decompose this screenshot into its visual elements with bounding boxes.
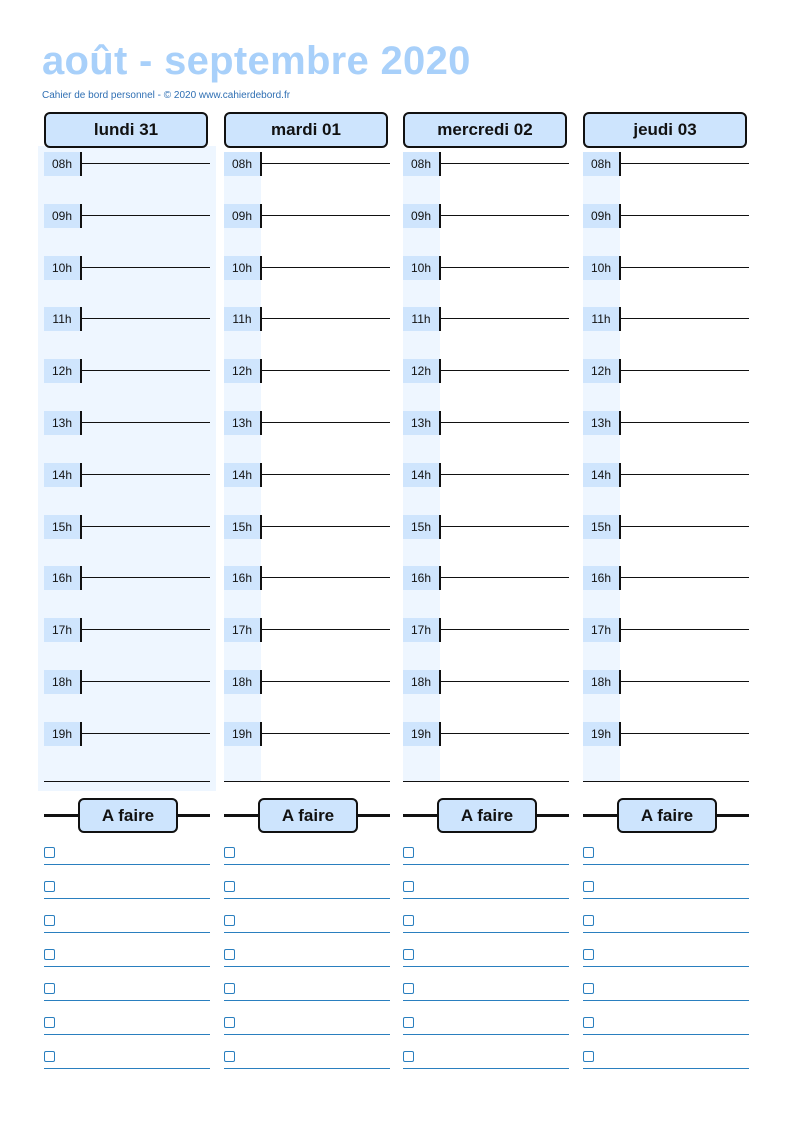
hour-label: 19h bbox=[403, 722, 439, 746]
hour-divider bbox=[619, 411, 621, 435]
schedule-line bbox=[262, 422, 390, 423]
schedule-line bbox=[82, 215, 210, 216]
schedule-line bbox=[262, 577, 390, 578]
hour-label: 16h bbox=[583, 566, 619, 590]
hour-label: 12h bbox=[224, 359, 260, 383]
hour-label: 15h bbox=[403, 515, 439, 539]
hour-label: 09h bbox=[44, 204, 80, 228]
todo-checkbox[interactable] bbox=[44, 1051, 55, 1062]
time-slot[interactable] bbox=[583, 722, 749, 746]
schedule-line bbox=[621, 681, 749, 682]
time-slot[interactable] bbox=[403, 307, 569, 331]
todo-line bbox=[44, 1034, 210, 1035]
todo-item[interactable] bbox=[583, 1047, 749, 1071]
hour-label: 19h bbox=[583, 722, 619, 746]
time-slot[interactable] bbox=[224, 256, 390, 280]
hour-label: 13h bbox=[403, 411, 439, 435]
day-column bbox=[583, 112, 749, 1082]
time-slot[interactable] bbox=[403, 566, 569, 590]
todo-line bbox=[583, 898, 749, 899]
hour-label: 14h bbox=[583, 463, 619, 487]
todo-checkbox[interactable] bbox=[583, 915, 594, 926]
hour-divider bbox=[260, 618, 262, 642]
schedule-line bbox=[441, 526, 569, 527]
time-slot[interactable] bbox=[403, 463, 569, 487]
hour-divider bbox=[80, 463, 82, 487]
schedule-end-line bbox=[403, 781, 569, 782]
hour-divider bbox=[260, 670, 262, 694]
todo-line bbox=[44, 864, 210, 865]
schedule-line bbox=[262, 681, 390, 682]
hour-divider bbox=[619, 307, 621, 331]
hour-divider bbox=[619, 566, 621, 590]
hour-label: 14h bbox=[224, 463, 260, 487]
time-slot[interactable] bbox=[44, 515, 210, 539]
todo-checkbox[interactable] bbox=[403, 983, 414, 994]
todo-checkbox[interactable] bbox=[583, 881, 594, 892]
todo-line bbox=[583, 966, 749, 967]
time-slot[interactable] bbox=[403, 411, 569, 435]
todo-checkbox[interactable] bbox=[403, 1051, 414, 1062]
time-slot[interactable] bbox=[583, 670, 749, 694]
todo-checkbox[interactable] bbox=[44, 847, 55, 858]
time-slot[interactable] bbox=[224, 618, 390, 642]
schedule-line bbox=[621, 629, 749, 630]
schedule-line bbox=[82, 422, 210, 423]
todo-line bbox=[403, 1068, 569, 1069]
time-slot[interactable] bbox=[403, 722, 569, 746]
schedule-line bbox=[82, 526, 210, 527]
day-column bbox=[224, 112, 390, 1082]
hour-label: 19h bbox=[44, 722, 80, 746]
todo-checkbox[interactable] bbox=[224, 1051, 235, 1062]
todo-checkbox[interactable] bbox=[44, 983, 55, 994]
todo-item[interactable] bbox=[583, 1013, 749, 1037]
schedule-line bbox=[441, 629, 569, 630]
hour-divider bbox=[439, 618, 441, 642]
hour-divider bbox=[619, 152, 621, 176]
time-slot[interactable] bbox=[224, 566, 390, 590]
hour-label: 13h bbox=[224, 411, 260, 435]
hour-label: 13h bbox=[44, 411, 80, 435]
time-slot[interactable] bbox=[403, 204, 569, 228]
todo-line bbox=[224, 898, 390, 899]
todo-checkbox[interactable] bbox=[403, 915, 414, 926]
hour-divider bbox=[260, 515, 262, 539]
todo-item[interactable] bbox=[583, 979, 749, 1003]
todo-line bbox=[44, 1000, 210, 1001]
hour-label: 19h bbox=[224, 722, 260, 746]
hour-divider bbox=[80, 670, 82, 694]
time-slot[interactable] bbox=[403, 670, 569, 694]
hour-divider bbox=[439, 307, 441, 331]
todo-line bbox=[403, 1034, 569, 1035]
todo-line bbox=[44, 932, 210, 933]
todo-checkbox[interactable] bbox=[224, 881, 235, 892]
schedule-line bbox=[621, 215, 749, 216]
todo-checkbox[interactable] bbox=[403, 949, 414, 960]
page-subtitle: Cahier de bord personnel - © 2020 www.cahierdebord.fr bbox=[42, 90, 291, 101]
time-slot[interactable] bbox=[224, 359, 390, 383]
todo-checkbox[interactable] bbox=[583, 1051, 594, 1062]
schedule-line bbox=[262, 629, 390, 630]
schedule-line bbox=[82, 474, 210, 475]
schedule-line bbox=[82, 629, 210, 630]
day-header: lundi 31 bbox=[44, 112, 208, 148]
todo-item[interactable] bbox=[224, 1013, 390, 1037]
hour-divider bbox=[80, 256, 82, 280]
hour-divider bbox=[80, 411, 82, 435]
todo-line bbox=[583, 1034, 749, 1035]
hour-label: 14h bbox=[403, 463, 439, 487]
time-slot[interactable] bbox=[44, 204, 210, 228]
time-slot[interactable] bbox=[583, 256, 749, 280]
todo-item[interactable] bbox=[44, 1047, 210, 1071]
hour-label: 13h bbox=[583, 411, 619, 435]
day-column bbox=[403, 112, 569, 1082]
time-slot[interactable] bbox=[583, 359, 749, 383]
hour-divider bbox=[260, 152, 262, 176]
hour-divider bbox=[619, 256, 621, 280]
schedule-line bbox=[621, 318, 749, 319]
todo-item[interactable] bbox=[583, 877, 749, 901]
todo-line bbox=[583, 864, 749, 865]
hour-label: 12h bbox=[403, 359, 439, 383]
hour-label: 09h bbox=[583, 204, 619, 228]
todo-heading: A faire bbox=[258, 798, 358, 833]
schedule-line bbox=[621, 474, 749, 475]
hour-divider bbox=[260, 566, 262, 590]
hour-label: 18h bbox=[224, 670, 260, 694]
todo-item[interactable] bbox=[403, 843, 569, 867]
todo-checkbox[interactable] bbox=[583, 983, 594, 994]
todo-line bbox=[403, 898, 569, 899]
day-header: mardi 01 bbox=[224, 112, 388, 148]
hour-divider bbox=[439, 515, 441, 539]
todo-line bbox=[224, 864, 390, 865]
time-slot[interactable] bbox=[44, 359, 210, 383]
time-slot[interactable] bbox=[44, 152, 210, 176]
todo-line bbox=[403, 1000, 569, 1001]
time-slot[interactable] bbox=[583, 204, 749, 228]
schedule-line bbox=[262, 733, 390, 734]
todo-item[interactable] bbox=[44, 843, 210, 867]
hour-label: 10h bbox=[44, 256, 80, 280]
schedule-line bbox=[262, 215, 390, 216]
time-slot[interactable] bbox=[224, 515, 390, 539]
todo-line bbox=[224, 1034, 390, 1035]
hour-label: 08h bbox=[224, 152, 260, 176]
todo-item[interactable] bbox=[224, 945, 390, 969]
time-slot[interactable] bbox=[583, 463, 749, 487]
hour-divider bbox=[80, 722, 82, 746]
schedule-line bbox=[441, 733, 569, 734]
hour-label: 12h bbox=[44, 359, 80, 383]
hour-label: 17h bbox=[224, 618, 260, 642]
schedule-line bbox=[262, 370, 390, 371]
time-slot[interactable] bbox=[583, 515, 749, 539]
time-slot[interactable] bbox=[403, 256, 569, 280]
time-slot[interactable] bbox=[224, 152, 390, 176]
time-slot[interactable] bbox=[403, 618, 569, 642]
todo-line bbox=[224, 1068, 390, 1069]
schedule-line bbox=[262, 267, 390, 268]
todo-item[interactable] bbox=[403, 979, 569, 1003]
hour-divider bbox=[80, 618, 82, 642]
hour-divider bbox=[80, 307, 82, 331]
hour-divider bbox=[80, 152, 82, 176]
schedule-line bbox=[621, 577, 749, 578]
hour-label: 08h bbox=[44, 152, 80, 176]
schedule-line bbox=[82, 577, 210, 578]
schedule-line bbox=[441, 163, 569, 164]
todo-line bbox=[583, 1068, 749, 1069]
todo-item[interactable] bbox=[44, 979, 210, 1003]
hour-label: 17h bbox=[583, 618, 619, 642]
hour-label: 14h bbox=[44, 463, 80, 487]
hour-divider bbox=[260, 307, 262, 331]
schedule-line bbox=[621, 267, 749, 268]
hour-label: 12h bbox=[583, 359, 619, 383]
todo-line bbox=[403, 932, 569, 933]
schedule-line bbox=[441, 215, 569, 216]
time-slot[interactable] bbox=[583, 411, 749, 435]
time-slot[interactable] bbox=[224, 204, 390, 228]
hour-label: 11h bbox=[224, 307, 260, 331]
schedule-line bbox=[82, 370, 210, 371]
schedule-line bbox=[621, 163, 749, 164]
hour-label: 17h bbox=[403, 618, 439, 642]
hour-divider bbox=[260, 256, 262, 280]
schedule-line bbox=[621, 526, 749, 527]
schedule-end-line bbox=[224, 781, 390, 782]
schedule-line bbox=[82, 163, 210, 164]
todo-item[interactable] bbox=[44, 877, 210, 901]
schedule-line bbox=[441, 474, 569, 475]
time-slot[interactable] bbox=[44, 670, 210, 694]
todo-item[interactable] bbox=[403, 877, 569, 901]
todo-heading: A faire bbox=[78, 798, 178, 833]
time-slot[interactable] bbox=[224, 670, 390, 694]
hour-divider bbox=[260, 463, 262, 487]
todo-line bbox=[224, 966, 390, 967]
time-slot[interactable] bbox=[44, 566, 210, 590]
hour-divider bbox=[439, 204, 441, 228]
todo-line bbox=[44, 1068, 210, 1069]
hour-label: 09h bbox=[224, 204, 260, 228]
hour-divider bbox=[439, 359, 441, 383]
todo-line bbox=[224, 1000, 390, 1001]
time-slot[interactable] bbox=[224, 722, 390, 746]
hour-label: 10h bbox=[224, 256, 260, 280]
time-slot[interactable] bbox=[583, 152, 749, 176]
schedule-line bbox=[82, 267, 210, 268]
todo-item[interactable] bbox=[224, 1047, 390, 1071]
hour-label: 11h bbox=[583, 307, 619, 331]
todo-checkbox[interactable] bbox=[583, 847, 594, 858]
day-column bbox=[44, 112, 210, 1082]
todo-item[interactable] bbox=[583, 911, 749, 935]
todo-item[interactable] bbox=[403, 911, 569, 935]
schedule-line bbox=[441, 577, 569, 578]
hour-label: 10h bbox=[403, 256, 439, 280]
schedule-line bbox=[621, 733, 749, 734]
todo-item[interactable] bbox=[403, 945, 569, 969]
todo-line bbox=[403, 966, 569, 967]
hour-divider bbox=[619, 670, 621, 694]
todo-checkbox[interactable] bbox=[224, 949, 235, 960]
hour-divider bbox=[619, 722, 621, 746]
todo-checkbox[interactable] bbox=[44, 949, 55, 960]
hour-divider bbox=[439, 256, 441, 280]
schedule-line bbox=[441, 318, 569, 319]
schedule-line bbox=[441, 422, 569, 423]
schedule-line bbox=[621, 422, 749, 423]
hour-divider bbox=[619, 359, 621, 383]
todo-item[interactable] bbox=[44, 911, 210, 935]
hour-divider bbox=[80, 359, 82, 383]
time-slot[interactable] bbox=[44, 463, 210, 487]
hour-label: 15h bbox=[224, 515, 260, 539]
todo-item[interactable] bbox=[403, 1047, 569, 1071]
day-header: jeudi 03 bbox=[583, 112, 747, 148]
todo-checkbox[interactable] bbox=[583, 1017, 594, 1028]
hour-divider bbox=[260, 204, 262, 228]
time-slot[interactable] bbox=[224, 411, 390, 435]
todo-line bbox=[44, 966, 210, 967]
todo-checkbox[interactable] bbox=[224, 983, 235, 994]
todo-item[interactable] bbox=[224, 877, 390, 901]
todo-heading: A faire bbox=[437, 798, 537, 833]
time-slot[interactable] bbox=[44, 411, 210, 435]
hour-label: 18h bbox=[583, 670, 619, 694]
time-slot[interactable] bbox=[403, 359, 569, 383]
hour-divider bbox=[80, 515, 82, 539]
time-slot[interactable] bbox=[583, 618, 749, 642]
todo-item[interactable] bbox=[403, 1013, 569, 1037]
hour-divider bbox=[619, 463, 621, 487]
hour-divider bbox=[260, 722, 262, 746]
schedule-end-line bbox=[44, 781, 210, 782]
hour-label: 11h bbox=[403, 307, 439, 331]
todo-line bbox=[583, 1000, 749, 1001]
time-slot[interactable] bbox=[44, 722, 210, 746]
schedule-line bbox=[262, 526, 390, 527]
todo-checkbox[interactable] bbox=[224, 847, 235, 858]
schedule-line bbox=[262, 163, 390, 164]
schedule-line bbox=[82, 733, 210, 734]
page-title: août - septembre 2020 bbox=[42, 39, 471, 83]
schedule-line bbox=[441, 370, 569, 371]
todo-checkbox[interactable] bbox=[224, 1017, 235, 1028]
todo-checkbox[interactable] bbox=[44, 1017, 55, 1028]
todo-line bbox=[44, 898, 210, 899]
schedule-line bbox=[262, 474, 390, 475]
hour-divider bbox=[619, 515, 621, 539]
todo-checkbox[interactable] bbox=[44, 915, 55, 926]
hour-label: 08h bbox=[583, 152, 619, 176]
hour-divider bbox=[439, 152, 441, 176]
todo-line bbox=[403, 864, 569, 865]
hour-divider bbox=[80, 204, 82, 228]
time-slot[interactable] bbox=[44, 618, 210, 642]
time-slot[interactable] bbox=[44, 256, 210, 280]
time-slot[interactable] bbox=[403, 515, 569, 539]
hour-divider bbox=[80, 566, 82, 590]
time-slot[interactable] bbox=[403, 152, 569, 176]
todo-checkbox[interactable] bbox=[403, 881, 414, 892]
day-header: mercredi 02 bbox=[403, 112, 567, 148]
hour-divider bbox=[260, 359, 262, 383]
hour-label: 17h bbox=[44, 618, 80, 642]
hour-divider bbox=[439, 670, 441, 694]
hour-divider bbox=[439, 722, 441, 746]
hour-divider bbox=[439, 411, 441, 435]
todo-checkbox[interactable] bbox=[44, 881, 55, 892]
todo-item[interactable] bbox=[44, 945, 210, 969]
hour-divider bbox=[439, 566, 441, 590]
schedule-line bbox=[441, 267, 569, 268]
schedule-line bbox=[82, 318, 210, 319]
hour-label: 18h bbox=[44, 670, 80, 694]
todo-line bbox=[224, 932, 390, 933]
hour-label: 09h bbox=[403, 204, 439, 228]
todo-checkbox[interactable] bbox=[583, 949, 594, 960]
todo-line bbox=[583, 932, 749, 933]
todo-checkbox[interactable] bbox=[403, 847, 414, 858]
hour-label: 16h bbox=[224, 566, 260, 590]
todo-item[interactable] bbox=[44, 1013, 210, 1037]
todo-item[interactable] bbox=[583, 945, 749, 969]
hour-divider bbox=[619, 618, 621, 642]
todo-item[interactable] bbox=[224, 843, 390, 867]
time-slot[interactable] bbox=[583, 307, 749, 331]
hour-label: 16h bbox=[44, 566, 80, 590]
time-slot[interactable] bbox=[44, 307, 210, 331]
time-slot[interactable] bbox=[224, 307, 390, 331]
hour-divider bbox=[260, 411, 262, 435]
todo-item[interactable] bbox=[224, 979, 390, 1003]
todo-checkbox[interactable] bbox=[403, 1017, 414, 1028]
hour-label: 08h bbox=[403, 152, 439, 176]
schedule-line bbox=[262, 318, 390, 319]
hour-label: 15h bbox=[44, 515, 80, 539]
todo-checkbox[interactable] bbox=[224, 915, 235, 926]
hour-divider bbox=[439, 463, 441, 487]
todo-item[interactable] bbox=[583, 843, 749, 867]
hour-label: 11h bbox=[44, 307, 80, 331]
hour-label: 10h bbox=[583, 256, 619, 280]
hour-label: 18h bbox=[403, 670, 439, 694]
time-slot[interactable] bbox=[224, 463, 390, 487]
hour-divider bbox=[619, 204, 621, 228]
time-slot[interactable] bbox=[583, 566, 749, 590]
todo-item[interactable] bbox=[224, 911, 390, 935]
todo-heading: A faire bbox=[617, 798, 717, 833]
hour-label: 15h bbox=[583, 515, 619, 539]
hour-label: 16h bbox=[403, 566, 439, 590]
schedule-line bbox=[621, 370, 749, 371]
schedule-line bbox=[82, 681, 210, 682]
schedule-end-line bbox=[583, 781, 749, 782]
schedule-line bbox=[441, 681, 569, 682]
